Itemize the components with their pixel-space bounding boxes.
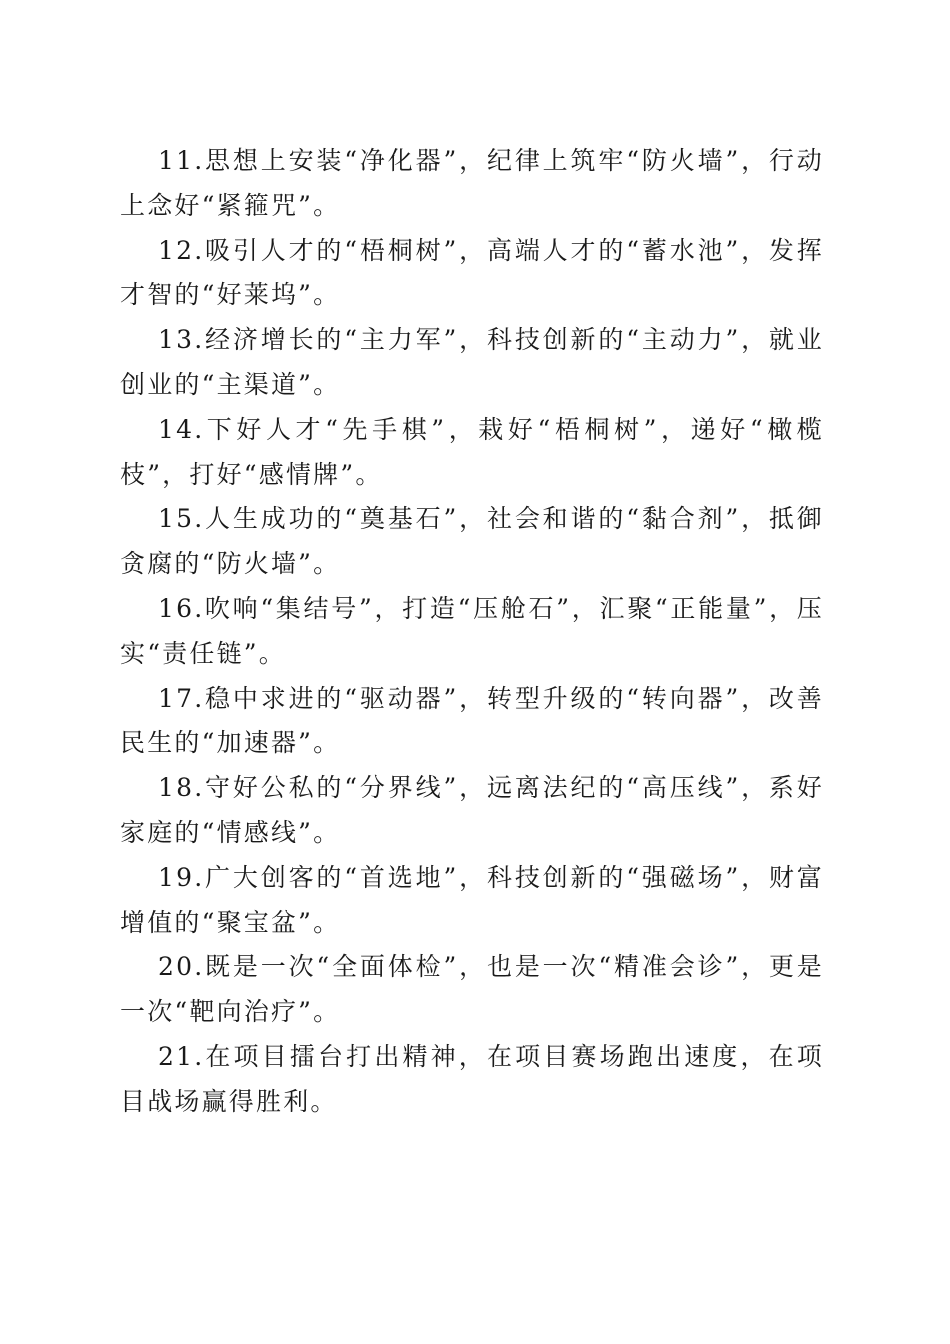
paragraph-19: 19.广大创客的“首选地”，科技创新的“强磁场”，财富增值的“聚宝盆”。 — [120, 862, 824, 937]
paragraph-14: 14.下好人才“先手棋”，栽好“梧桐树”，递好“橄榄枝”，打好“感情牌”。 — [120, 414, 824, 489]
paragraph-20: 20.既是一次“全面体检”，也是一次“精准会诊”，更是一次“靶向治疗”。 — [120, 952, 824, 1027]
paragraph-17: 17.稳中求进的“驱动器”，转型升级的“转向器”，改善民生的“加速器”。 — [120, 683, 824, 758]
paragraph-16: 16.吹响“集结号”，打造“压舱石”，汇聚“正能量”，压实“责任链”。 — [120, 593, 824, 668]
paragraph-11: 11.思想上安装“净化器”，纪律上筑牢“防火墙”，行动上念好“紧箍咒”。 — [120, 146, 824, 220]
document-body — [120, 139, 824, 1125]
paragraph-12: 12.吸引人才的“梧桐树”，高端人才的“蓄水池”，发挥才智的“好莱坞”。 — [120, 235, 824, 310]
paragraph-15: 15.人生成功的“奠基石”，社会和谐的“黏合剂”，抵御贪腐的“防火墙”。 — [120, 504, 824, 579]
paragraph-21: 21.在项目擂台打出精神，在项目赛场跑出速度，在项目战场赢得胜利。 — [120, 1041, 824, 1116]
paragraph-18: 18.守好公私的“分界线”，远离法纪的“高压线”，系好家庭的“情感线”。 — [120, 773, 824, 847]
paragraph-13: 13.经济增长的“主力军”，科技创新的“主动力”，就业创业的“主渠道”。 — [120, 325, 824, 399]
